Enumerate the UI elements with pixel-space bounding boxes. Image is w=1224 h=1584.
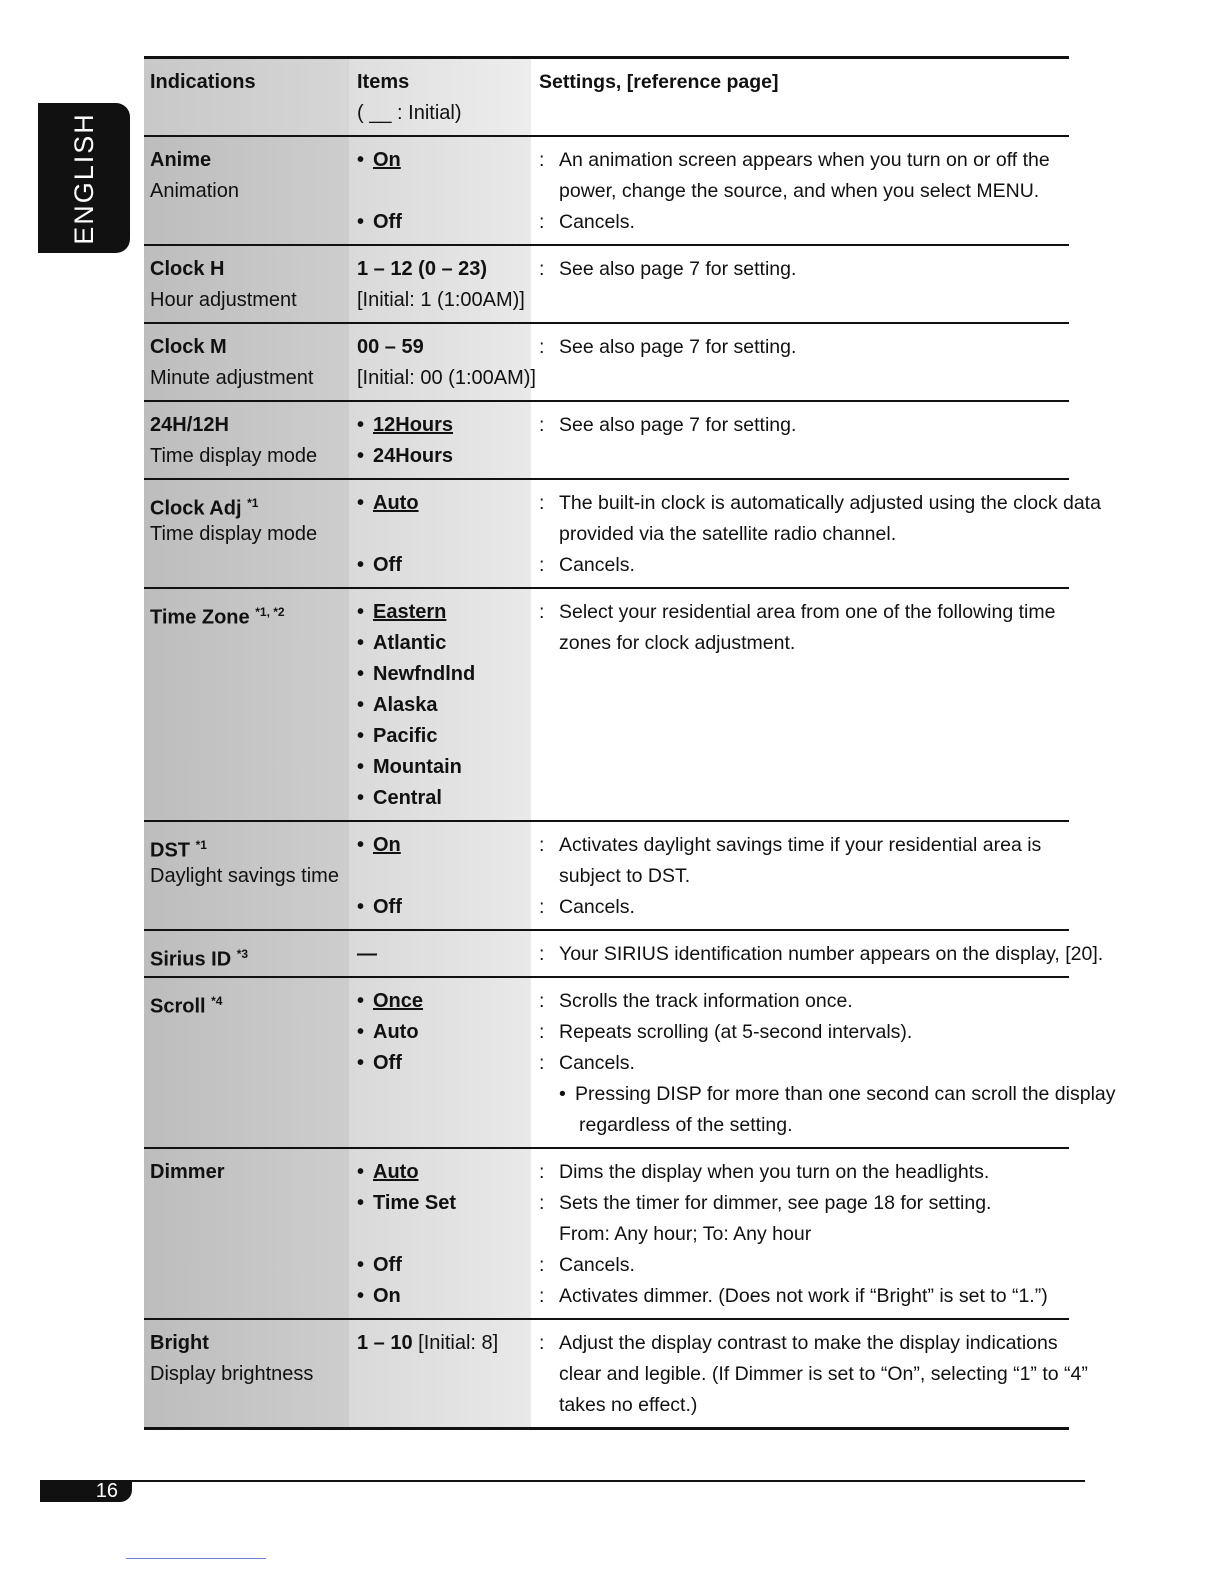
setting-description: Cancels.: [559, 1254, 635, 1276]
option-range: 00 – 59: [357, 336, 424, 358]
row-title: Sirius ID: [150, 948, 232, 971]
header-items-cell: [349, 59, 531, 135]
footnote-mark: *1: [195, 838, 207, 852]
setting-description: provided via the satellite radio channel.: [559, 523, 897, 545]
option-atlantic: Atlantic: [373, 632, 447, 654]
row-title: Clock M: [150, 336, 227, 358]
header-items-note: ( __ : Initial): [357, 102, 462, 124]
row-title: Clock Adj: [150, 497, 242, 520]
table-row-clock-h: Clock H Hour adjustment 1 – 12 (0 – 23) [Initial: 1 (1:00AM)] : See also page 7 for setting.: [144, 246, 1069, 324]
setting-description: Cancels.: [559, 211, 635, 233]
settings-table: [144, 56, 1116, 1430]
setting-description: Sets the timer for dimmer, see page 18 for setting.: [559, 1192, 992, 1214]
option-off: Off: [373, 211, 402, 233]
option-initial: [Initial: 1 (1:00AM)]: [357, 289, 525, 311]
row-subtitle: Minute adjustment: [150, 367, 314, 389]
option-range: 1 – 10: [357, 1332, 413, 1354]
option-12hours: 12Hours: [373, 414, 454, 436]
row-subtitle: Animation: [150, 180, 239, 202]
header-indications-cell: [144, 59, 349, 135]
option-initial: [Initial: 8]: [418, 1332, 499, 1354]
setting-description: Adjust the display contrast to make the display indications: [559, 1332, 1058, 1354]
row-title: Anime: [150, 149, 212, 171]
setting-description: Cancels.: [559, 896, 635, 918]
table-row-time-zone: Time Zone $^{*1, *2}$ • Eastern • Atlantic • Newfndlnd • Alaska • Pacific • Mountain • Central : Select your residential area from one of the following time zones for clock adjustment.: [144, 589, 1069, 822]
setting-description: The built-in clock is automatically adjusted using the clock data: [559, 492, 1101, 514]
table-row-bright: Bright Display brightness 1 – 10 [Initial: 8] : Adjust the display contrast to make the display indications clear and legible. (If Dimmer is set to “On”, selecting “1” to “4” takes no effect.): [144, 1320, 1069, 1430]
option-off: Off: [373, 896, 402, 918]
setting-description: Select your residential area from one of the following time: [559, 601, 1056, 623]
setting-description: See also page 7 for setting.: [559, 258, 797, 280]
option-auto: Auto: [373, 492, 419, 514]
setting-description: From: Any hour; To: Any hour: [559, 1223, 812, 1245]
setting-description: Repeats scrolling (at 5-second intervals).: [559, 1021, 913, 1043]
setting-description: See also page 7 for setting.: [559, 336, 797, 358]
option-on: On: [373, 149, 401, 171]
header-settings: Settings, [reference page]: [539, 71, 779, 93]
setting-note: regardless of the setting.: [579, 1114, 793, 1136]
option-auto: Auto: [373, 1021, 419, 1043]
table-row-24h-12h: 24H/12H Time display mode • 12Hours • 24Hours : See also page 7 for setting.: [144, 402, 1069, 480]
table-row-dimmer: Dimmer • Auto • Time Set • Off • On : Dims the display when you turn on the headlights. : Sets the timer for dimmer, see page 18 for setting. From: Any hour; To: Any hour : Cancels. : Activates dimmer. (Does not work if “Bright” is set to “1.”): [144, 1149, 1069, 1320]
option-range: 1 – 12 (0 – 23): [357, 258, 488, 280]
option-auto: Auto: [373, 1161, 419, 1183]
table-row-sirius-id: Sirius ID $^{*3}$ — : Your SIRIUS identification number appears on the display, [20].: [144, 931, 1069, 978]
setting-description: Activates dimmer. (Does not work if “Bright” is set to “1.”): [559, 1285, 1048, 1307]
option-time-set: Time Set: [373, 1192, 456, 1214]
table-row-scroll: Scroll $^{*4}$ • Once • Auto • Off : Scrolls the track information once. : Repeats scrolling (at 5-second intervals). : Cancels. • Pressing DISP for more than one second can scroll the display regardless of the setting.: [144, 978, 1069, 1149]
option-central: Central: [373, 787, 442, 809]
option-off: Off: [373, 1254, 402, 1276]
option-24hours: 24Hours: [373, 445, 454, 467]
page-number: 16: [40, 1480, 132, 1502]
setting-description: Your SIRIUS identification number appears on the display, [20].: [559, 943, 1104, 965]
row-subtitle: Daylight savings time: [150, 865, 339, 887]
table-row-clock-adj: Clock Adj $^{*1}$ Time display mode • Auto • Off : The built-in clock is automatically adjusted using the clock data provided via the satellite radio channel. : Cancels.: [144, 480, 1069, 589]
setting-description: power, change the source, and when you select MENU.: [559, 180, 1040, 202]
row-title: DST: [150, 839, 190, 862]
setting-description: Cancels.: [559, 1052, 635, 1074]
option-off: Off: [373, 1052, 402, 1074]
footnote-mark: *1, *2: [255, 605, 285, 619]
header-indications: Indications: [150, 71, 256, 93]
row-title: Dimmer: [150, 1161, 225, 1183]
option-initial: [Initial: 00 (1:00AM)]: [357, 367, 536, 389]
row-title: 24H/12H: [150, 414, 229, 436]
option-on: On: [373, 834, 401, 856]
option-newfndlnd: Newfndlnd: [373, 663, 476, 685]
table-row-clock-m: Clock M Minute adjustment 00 – 59 [Initial: 00 (1:00AM)] : See also page 7 for setting.: [144, 324, 1069, 402]
header-items: Items: [357, 71, 410, 93]
setting-description: See also page 7 for setting.: [559, 414, 797, 436]
footnote-mark: *4: [211, 994, 223, 1008]
table-row-anime: Anime Animation • On • Off : An animation screen appears when you turn on or off the power, change the source, and when you select MENU. : Cancels.: [144, 137, 1069, 246]
table-row-dst: DST $^{*1}$ Daylight savings time • On • Off : Activates daylight savings time if your residential area is subject to DST. : Cancels.: [144, 822, 1069, 931]
option-alaska: Alaska: [373, 694, 438, 716]
option-pacific: Pacific: [373, 725, 438, 747]
option-off: Off: [373, 554, 402, 576]
footer-link-underline: [126, 1558, 266, 1559]
footnote-mark: *1: [247, 496, 259, 510]
row-title: Bright: [150, 1332, 209, 1354]
setting-note: Pressing DISP for more than one second can scroll the display: [575, 1083, 1116, 1105]
row-subtitle: Time display mode: [150, 445, 318, 467]
setting-description: Dims the display when you turn on the headlights.: [559, 1161, 990, 1183]
option-once: Once: [373, 990, 424, 1012]
footer-rule: [40, 1480, 1085, 1482]
setting-description: Activates daylight savings time if your residential area is: [559, 834, 1042, 856]
setting-description: An animation screen appears when you turn on or off the: [559, 149, 1050, 171]
header-settings-cell: [531, 59, 1069, 135]
row-subtitle: Time display mode: [150, 523, 318, 545]
setting-description: Scrolls the track information once.: [559, 990, 853, 1012]
row-subtitle: Hour adjustment: [150, 289, 297, 311]
option-on: On: [373, 1285, 401, 1307]
setting-description: clear and legible. (If Dimmer is set to “On”, selecting “1” to “4”: [559, 1363, 1088, 1385]
table-header: [144, 59, 1069, 137]
option-none: —: [357, 943, 377, 965]
row-subtitle: Display brightness: [150, 1363, 314, 1385]
language-tab: [38, 103, 130, 253]
language-tab-label: ENGLISH: [68, 111, 99, 245]
footnote-mark: *3: [236, 947, 249, 961]
option-mountain: Mountain: [373, 756, 462, 778]
setting-description: Cancels.: [559, 554, 635, 576]
setting-description: takes no effect.): [559, 1394, 698, 1416]
row-title: Scroll: [150, 995, 206, 1018]
setting-description: subject to DST.: [559, 865, 691, 887]
option-eastern: Eastern: [373, 601, 447, 623]
row-title: Clock H: [150, 258, 225, 280]
row-title: Time Zone: [150, 606, 250, 629]
setting-description: zones for clock adjustment.: [559, 632, 796, 654]
